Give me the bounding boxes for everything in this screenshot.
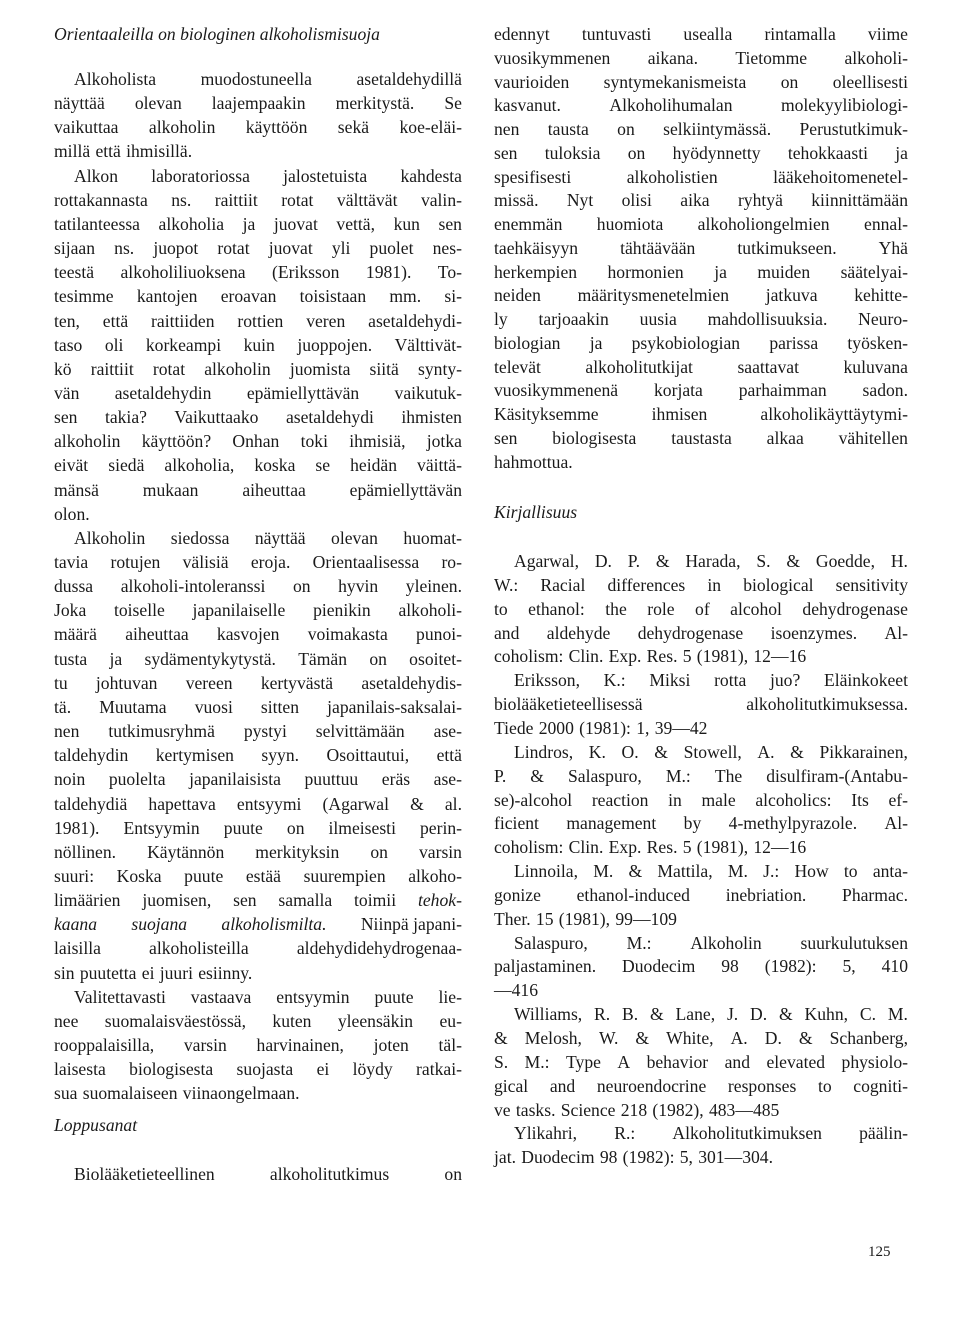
body-text-line: näyttää olevan laajempaakin merkitystä. Se <box>54 93 462 114</box>
body-text-line: kasvanut. Alkoholihumalan molekyylibiologi- <box>494 95 908 116</box>
body-text-line: nöllinen. Käytännön merkityksin on varsin <box>54 841 462 862</box>
reference-line: Agarwal, D. P. & Harada, S. & Goedde, H. <box>514 551 908 571</box>
body-text-line: ten, että raittiiden rottien veren asetaldehydi- <box>54 310 462 331</box>
body-text-line: Alkon laboratoriossa jalostetuista kahdesta <box>74 165 462 186</box>
reference-line: P. & Salaspuro, M.: The disulfiram-(Antabu- <box>494 765 908 786</box>
body-text-line: rooppalaisilla, varsin harvinainen, joten täl- <box>54 1035 462 1055</box>
body-text-line: tä. Muutama vuosi sitten japanilais-saksalai- <box>54 696 462 717</box>
reference-line: Williams, R. B. & Lane, J. D. & Kuhn, C. M. <box>514 1004 908 1025</box>
body-text-line: Alkoholista muodostuneella asetaldehydillä <box>74 69 462 89</box>
reference-line: to ethanol: the role of alcohol dehydrogenase <box>494 598 908 619</box>
reference-line: & Melosh, W. & White, A. D. & Schanberg, <box>494 1028 908 1048</box>
body-text-line: missä. Nyt olisi aika ryhtyä kiinnittämään <box>494 190 908 211</box>
reference-line: S. M.: Type A behavior and elevated physiolo- <box>494 1051 908 1072</box>
body-text-line: suuri: Koska puute estää suurempien alkoho- <box>54 865 462 886</box>
reference-line: —416 <box>494 980 538 1001</box>
body-text-line: laisesta biologisesta suojasta ei löydy ratkai- <box>54 1059 462 1080</box>
body-text-line: teestä alkoholiliuoksena (Eriksson 1981). To- <box>54 262 462 283</box>
section-heading-loppusanat: Loppusanat <box>54 1115 138 1135</box>
reference-line: Tiede 2000 (1981): 1, 39—42 <box>494 717 708 738</box>
reference-line: gical and neuroendocrine responses to cogniti- <box>494 1075 908 1096</box>
body-text-line: taso oli korkeampi kuin juoppojen. Välttivät- <box>54 334 462 355</box>
body-text-line: 1981). Entsyymin puute on ilmeisesti perin- <box>54 817 462 838</box>
body-text-line: vaurioiden syntymekanismeista on oleellisesti <box>494 71 908 92</box>
body-text-line: eivät siedä alkoholia, koska se heidän väittä- <box>54 455 462 476</box>
body-text-line: televät alkoholitutkijat saattavat kuluvana <box>494 356 908 377</box>
reference-line: Salaspuro, M.: Alkoholin suurkulutuksen <box>514 932 908 953</box>
body-text-line: ly tarjoaakin uusia mahdollisuuksia. Neuro- <box>494 309 908 329</box>
body-text-line: enemmän huomiota alkoholiongelmien ennal- <box>494 214 908 234</box>
body-text-line: noin puolelta japanilaisista puuttuu eräs ase- <box>54 769 462 790</box>
body-text-line: sen tuloksia on hyödynnetty tehokkaasti ja <box>494 142 908 163</box>
reference-line: Linnoila, M. & Mattila, M. J.: How to anta- <box>514 861 908 882</box>
word: alkoholitutkimus <box>269 1164 390 1184</box>
body-text-line: tu johtuvan vereen kertyvästä asetaldehydis- <box>54 672 462 693</box>
body-text-line: kö raittiit rotat alkoholin juomista siitä synty- <box>54 358 462 379</box>
body-text-line: Alkoholin siedossa näyttää olevan huomat- <box>74 527 462 548</box>
reference-line: Lindros, K. O. & Stowell, A. & Pikkarainen, <box>514 741 908 762</box>
body-text-line: Käsityksemme ihmisen alkoholikäyttäytymi- <box>494 404 908 424</box>
emphasis-text: tehok- <box>417 890 462 911</box>
body-text-line: nen tutkimusryhmä pystyi selvittämään ase- <box>54 721 462 742</box>
body-text-line: millä että ihmisillä. <box>54 141 193 162</box>
body-text-line: nee suomalaisväestössä, kuten yleensäkin eu- <box>54 1010 462 1031</box>
word: Biolääketieteellinen <box>74 1164 215 1184</box>
body-text-line: rottakannasta ns. raittiit rotat välttävät valin- <box>54 189 462 210</box>
reference-line: se)-alcohol reaction in male alcoholics: Its ef- <box>494 789 908 810</box>
body-text-line: vuosikymmenenä korjata parhaimman sadon. <box>494 380 908 401</box>
reference-line: and aldehyde dehydrogenase isoenzymes. Al- <box>494 622 908 643</box>
body-text-line: taldehydiä hapettava entsyymi (Agarwal & al. <box>54 793 462 814</box>
body-text-line: neiden määritysmenetelmien jatkuva kehitte- <box>494 285 908 306</box>
text-fragment: Niinpä japani- <box>360 914 462 935</box>
page-number: 125 <box>868 1244 891 1260</box>
body-text-line: vän asetaldehydin epämiellyttävän vaikutuk- <box>54 382 462 403</box>
body-text-line: hahmottua. <box>494 451 573 472</box>
body-text-line: sen biologisesta taustasta alkaa vähitellen <box>494 427 908 448</box>
body-text-line: tavia rotujen välisiä eroja. Orientaalisessa ro- <box>54 552 462 572</box>
body-text-line: olon. <box>54 503 90 524</box>
reference-line: jat. Duodecim 98 (1982): 5, 301—304. <box>494 1147 773 1168</box>
body-text-line: limäärien juomisen, sen samalla toimii tehok- <box>54 890 462 911</box>
body-text-line: nen tausta on selkiintymässä. Perustutkimuk- <box>494 119 908 139</box>
body-text-line: spesifisesti alkoholistien lääkehoitomenetel- <box>494 166 908 187</box>
body-text-line: tatilanteessa alkoholia ja juovat vettä, kun sen <box>54 213 462 234</box>
body-text-line: biologian ja psykobiologian parissa työsken- <box>494 332 908 353</box>
body-text-line: Joka toiselle japanilaiselle pienikin alkoholi- <box>54 600 462 621</box>
word: on <box>444 1164 462 1184</box>
reference-line: Ylikahri, R.: Alkoholitutkimuksen päälin- <box>514 1123 908 1144</box>
body-text-line: taehkäisyyn tähtäävään tutkimukseen. Yhä <box>494 237 908 258</box>
body-text-line: edennyt tuntuvasti usealla rintamalla viime <box>494 24 908 44</box>
body-text-line: tesimme kantojen eroavan toisistaan mm. si- <box>54 286 462 307</box>
body-text-line: sua suomalaiseen viinaongelmaan. <box>54 1083 300 1104</box>
reference-line: gonize ethanol-induced inebriation. Pharmac. <box>494 884 908 905</box>
body-text-line <box>54 1162 462 1186</box>
body-text-line: vaikuttaa alkoholin käyttöön sekä koe-eläi- <box>54 117 462 138</box>
body-text-line: määrä aiheuttaa kasvojen voimakasta punoi- <box>54 624 462 645</box>
body-text-line: dussa alkoholi-intoleranssi on hyvin yleinen. <box>54 576 462 597</box>
reference-line: W.: Racial differences in biological sensitivity <box>494 574 908 595</box>
reference-line: paljastaminen. Duodecim 98 (1982): 5, 410 <box>494 956 908 977</box>
section-heading: Orientaaleilla on biologinen alkoholismisuoja <box>54 24 380 44</box>
body-text-line: vuosikymmenen aikana. Tietomme alkoholi- <box>494 47 908 68</box>
reference-line: Ther. 15 (1981), 99—109 <box>494 908 677 929</box>
body-text-line: sin puutetta ei juuri esiinny. <box>54 962 253 983</box>
reference-line: coholism: Clin. Exp. Res. 5 (1981), 12—16 <box>494 837 807 858</box>
body-text-line: sijaan ns. juopot rotat juovat yli puolet nes- <box>54 238 462 259</box>
reference-line: coholism: Clin. Exp. Res. 5 (1981), 12—16 <box>494 646 807 667</box>
body-text-line: alkoholin käyttöön? Onhan toki ihmisiä, jotka <box>54 431 462 452</box>
body-text-line: herkempien hormonien ja muiden säätelyai- <box>494 261 908 282</box>
references-heading: Kirjallisuus <box>494 502 578 522</box>
reference-line: ve tasks. Science 218 (1982), 483—485 <box>494 1099 780 1120</box>
body-text-line: kaana suojana alkoholismilta. Niinpä japani- <box>54 914 462 935</box>
reference-line: biolääketieteellisessä alkoholitutkimuksessa. <box>494 694 908 715</box>
reference-line: Eriksson, K.: Miksi rotta juo? Eläinkokeet <box>514 670 908 691</box>
body-text-line: tusta ja sydämentykytystä. Tämän on osoitet- <box>54 648 462 669</box>
body-text-line: laisilla alkoholisteilla aldehydidehydrogenaa- <box>54 938 462 959</box>
body-text-line: Valitettavasti vastaava entsyymin puute lie- <box>74 986 462 1007</box>
body-text-line: taldehydin kertymisen syyn. Osoittautui, että <box>54 745 462 766</box>
body-text-line: sen takia? Vaikuttaako asetaldehydi ihmisten <box>54 407 462 428</box>
reference-line: ficient management by 4-methylpyrazole. Al- <box>494 813 908 834</box>
body-text-line: mänsä mukaan aiheuttaa epämiellyttävän <box>54 479 462 500</box>
